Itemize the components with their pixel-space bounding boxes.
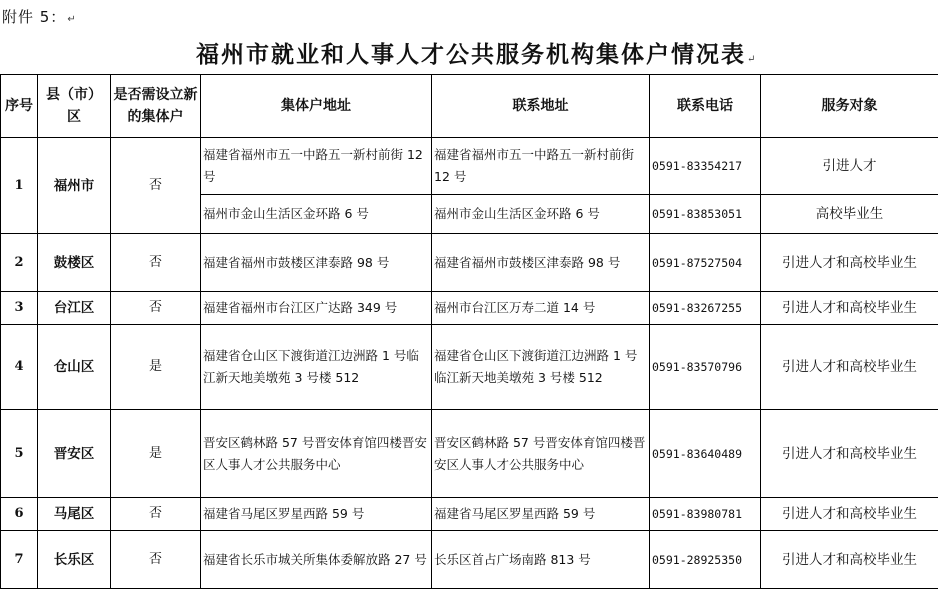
table-row	[1, 498, 938, 531]
row-need-new: 是	[111, 325, 201, 410]
row-phone: 0591-83980781	[650, 498, 761, 531]
row-no: 3	[1, 292, 38, 325]
row-county: 仓山区	[38, 325, 111, 410]
attachment-label: 附件 5：↵	[2, 8, 77, 26]
row-need-new: 否	[111, 138, 201, 234]
row-no: 2	[1, 234, 38, 292]
row-county: 长乐区	[38, 531, 111, 589]
row-collective-address: 福建省福州市鼓楼区津泰路 98 号	[201, 234, 432, 292]
row-collective-address: 福建省马尾区罗星西路 59 号	[201, 498, 432, 531]
row-target: 引进人才和高校毕业生	[761, 325, 938, 410]
row-no: 6	[1, 498, 38, 531]
row-target: 引进人才和高校毕业生	[761, 292, 938, 325]
row-target: 引进人才	[761, 138, 938, 195]
header-contact-address: 联系地址	[432, 75, 650, 138]
table-header-row	[1, 75, 938, 138]
page-title: 福州市就业和人事人才公共服务机构集体户情况表↵	[196, 41, 758, 68]
row-contact-address: 福建省马尾区罗星西路 59 号	[432, 498, 650, 531]
table-row	[1, 138, 938, 195]
row-phone: 0591-87527504	[650, 234, 761, 292]
header-phone: 联系电话	[650, 75, 761, 138]
row-phone: 0591-83570796	[650, 325, 761, 410]
row-contact-address: 福州市金山生活区金环路 6 号	[432, 195, 650, 234]
row-target: 高校毕业生	[761, 195, 938, 234]
row-contact-address: 晋安区鹤林路 57 号晋安体育馆四楼晋安区人事人才公共服务中心	[432, 410, 650, 498]
row-need-new: 否	[111, 292, 201, 325]
row-no: 1	[1, 138, 38, 234]
table-row	[1, 531, 938, 589]
row-contact-address: 福建省福州市五一中路五一新村前街 12 号	[432, 138, 650, 195]
row-need-new: 否	[111, 234, 201, 292]
attachment-label-text: 附件 5：	[2, 8, 67, 26]
row-collective-address: 福建省福州市五一中路五一新村前街 12 号	[201, 138, 432, 195]
row-need-new: 否	[111, 498, 201, 531]
row-phone: 0591-83267255	[650, 292, 761, 325]
page-title-text: 福州市就业和人事人才公共服务机构集体户情况表	[196, 41, 746, 68]
row-collective-address: 福建省长乐市城关所集体委解放路 27 号	[201, 531, 432, 589]
header-county: 县（市）区	[38, 75, 111, 138]
row-no: 4	[1, 325, 38, 410]
header-need-new: 是否需设立新的集体户	[111, 75, 201, 138]
row-collective-address: 福建省福州市台江区广达路 349 号	[201, 292, 432, 325]
table-row	[1, 410, 938, 498]
row-phone: 0591-28925350	[650, 531, 761, 589]
row-contact-address: 长乐区首占广场南路 813 号	[432, 531, 650, 589]
row-county: 马尾区	[38, 498, 111, 531]
row-county: 台江区	[38, 292, 111, 325]
row-phone: 0591-83640489	[650, 410, 761, 498]
row-contact-address: 福建省福州市鼓楼区津泰路 98 号	[432, 234, 650, 292]
row-need-new: 否	[111, 531, 201, 589]
row-collective-address: 晋安区鹤林路 57 号晋安体育馆四楼晋安区人事人才公共服务中心	[201, 410, 432, 498]
row-no: 5	[1, 410, 38, 498]
row-target: 引进人才和高校毕业生	[761, 531, 938, 589]
row-county: 福州市	[38, 138, 111, 234]
table-row	[1, 292, 938, 325]
table-row	[1, 234, 938, 292]
row-county: 鼓楼区	[38, 234, 111, 292]
row-collective-address: 福建省仓山区下渡街道江边洲路 1 号临江新天地美墩苑 3 号楼 512	[201, 325, 432, 410]
row-phone: 0591-83853051	[650, 195, 761, 234]
row-contact-address: 福建省仓山区下渡街道江边洲路 1 号临江新天地美墩苑 3 号楼 512	[432, 325, 650, 410]
header-target: 服务对象	[761, 75, 938, 138]
row-phone: 0591-83354217	[650, 138, 761, 195]
row-need-new: 是	[111, 410, 201, 498]
row-target: 引进人才和高校毕业生	[761, 498, 938, 531]
row-contact-address: 福州市台江区万寿二道 14 号	[432, 292, 650, 325]
collective-household-table	[0, 74, 938, 589]
table-row	[1, 325, 938, 410]
row-no: 7	[1, 531, 38, 589]
header-collective-address: 集体户地址	[201, 75, 432, 138]
row-target: 引进人才和高校毕业生	[761, 410, 938, 498]
row-county: 晋安区	[38, 410, 111, 498]
row-target: 引进人才和高校毕业生	[761, 234, 938, 292]
row-collective-address: 福州市金山生活区金环路 6 号	[201, 195, 432, 234]
header-no: 序号	[1, 75, 38, 138]
